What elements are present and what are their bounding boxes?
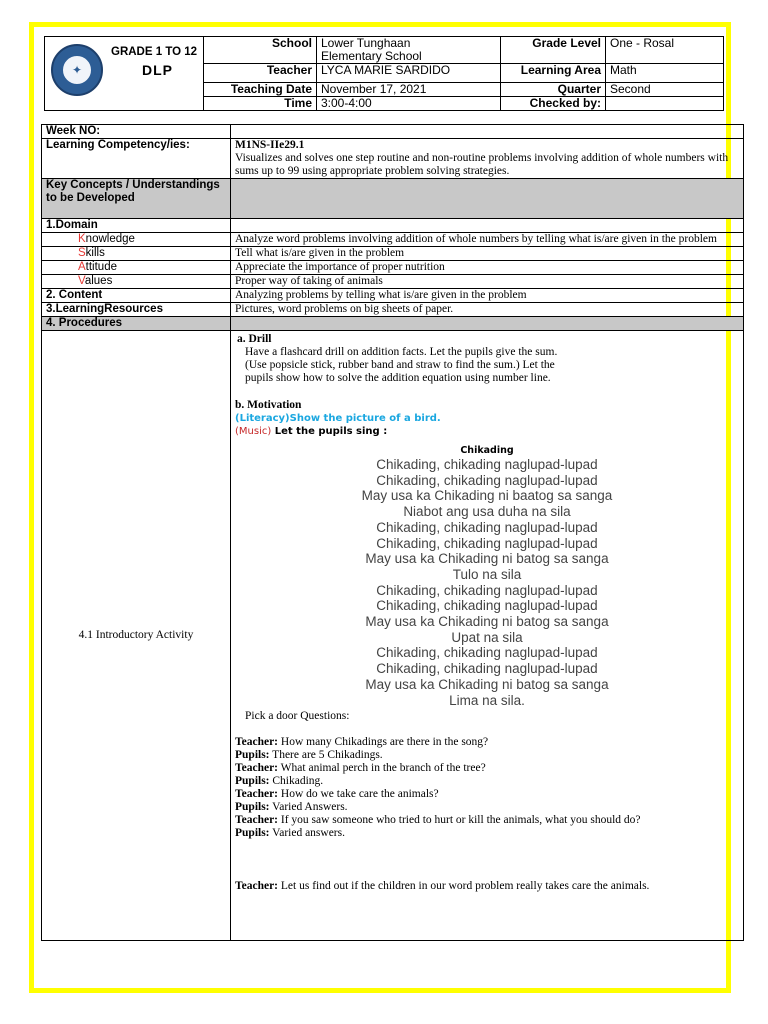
song-line: Niabot ang usa duha na sila [403,504,571,520]
learning-area-label: Learning Area [501,64,606,83]
dlp-header-table [44,36,724,111]
song-line: May usa ka Chikading ni batog sa sanga [365,551,609,567]
seal-emblem-icon: ✦ [62,55,92,85]
song-line: Chikading, chikading naglupad-lupad [376,519,598,535]
drill-line-2: (Use popsicle stick, rubber band and straw to find the sum.) Let the [245,359,555,371]
dialogue-line [235,801,739,814]
dialogue-text: If you saw someone who tried to hurt or kill the animals, what you should do? [278,814,641,827]
procedures-value [231,317,744,331]
time-label: Time [204,97,317,111]
knowledge-rest: nowledge [85,233,135,245]
drill-heading: a. Drill [237,333,272,345]
dialogue-speaker: Teacher: [235,762,279,775]
time-value: 3:00-4:00 [317,97,501,111]
closing-speaker: Teacher: [235,880,279,893]
lesson-plan-table [41,124,744,941]
song-line: May usa ka Chikading ni baatog sa sanga [361,488,613,504]
dialogue-speaker: Pupils: [235,749,270,762]
competency-label: Learning Competency/ies: [42,139,231,179]
song-title: Chikading [460,445,514,456]
grade-level-value: One - Rosal [606,37,724,64]
dialogue-text: There are 5 Chikadings. [269,749,383,762]
dialogue-speaker: Pupils: [235,775,270,788]
values-rest: alues [84,275,113,287]
song-line: Tulo na sila [452,566,522,582]
dialogue-line [235,762,739,775]
dialogue-speaker: Teacher: [235,788,279,801]
dialogue-text: Chikading. [269,775,324,788]
values-text: Proper way of taking of animals [231,275,744,289]
week-no-label: Week NO: [42,125,231,139]
domain-label: 1.Domain [42,219,231,233]
school-value [317,37,501,64]
domain-value [231,219,744,233]
teaching-date-value: November 17, 2021 [317,83,501,97]
week-no-value [231,125,744,139]
dialogue-text: Varied answers. [269,827,345,840]
dlp-title: DLP [142,62,173,78]
procedures-label: 4. Procedures [42,317,231,331]
learning-area-value: Math [606,64,724,83]
resources-text: Pictures, word problems on big sheets of paper. [231,303,744,317]
dialogue-line [235,749,739,762]
teaching-date-label: Teaching Date [204,83,317,97]
song-line: Chikading, chikading naglupad-lupad [376,472,598,488]
checked-by-label: Checked by: [501,97,606,111]
skills-label [42,247,231,261]
music-close: ) [267,426,272,437]
attitude-initial: A [78,261,86,273]
introductory-activity-cell [231,331,744,941]
dialogue-line [235,827,739,840]
song-line: May usa ka Chikading ni batog sa sanga [365,614,609,630]
quarter-label: Quarter [501,83,606,97]
dialogue-line [235,814,739,827]
closing-line [235,880,739,893]
song-line: Chikading, chikading naglupad-lupad [376,582,598,598]
song-lyrics [235,457,739,708]
key-concepts-value [231,179,744,219]
checked-by-value [606,97,724,111]
key-concepts-label: Key Concepts / Understandings to be Developed [42,179,231,219]
grade-level-label: Grade Level [501,37,606,64]
dialogue-speaker: Pupils: [235,801,270,814]
quarter-value: Second [606,83,724,97]
motivation-heading: b. Motivation [235,399,302,411]
teacher-value: LYCA MARIE SARDIDO [317,64,501,83]
teacher-label: Teacher [204,64,317,83]
dialogue-text: Varied Answers. [269,801,348,814]
closing-text: Let us find out if the children in our word problem really takes care the animals. [278,880,650,893]
values-label [42,275,231,289]
school-line-1: Lower Tunghaan [321,36,411,50]
competency-code: M1NS-IIe29.1 [235,139,305,151]
attitude-label [42,261,231,275]
values-initial: V [78,275,85,287]
attitude-text: Appreciate the importance of proper nutrition [231,261,744,275]
music-open: ( [235,426,239,437]
drill-line-3: pupils show how to solve the addition equation using number line. [245,372,551,384]
school-label: School [204,37,317,64]
dialogue-text: How many Chikadings are there in the song? [278,736,489,749]
pick-door-line: Pick a door Questions: [245,710,350,723]
competency-cell [231,139,744,179]
knowledge-initial: K [78,233,86,245]
introductory-activity-label: 4.1 Introductory Activity [42,331,231,941]
song-line: Chikading, chikading naglupad-lupad [376,645,598,661]
dialogue-line [235,775,739,788]
skills-text: Tell what is/are given in the problem [231,247,744,261]
dialogue-text: How do we take care the animals? [278,788,439,801]
music-line [235,425,739,438]
song-line: Chikading, chikading naglupad-lupad [376,661,598,677]
dialogue-line [235,788,739,801]
music-text: Let the pupils sing : [271,426,388,437]
song-line: May usa ka Chikading ni batog sa sanga [365,676,609,692]
content-text: Analyzing problems by telling what is/are given in the problem [231,289,744,303]
grade-range-title: GRADE 1 TO 12 [111,46,198,58]
competency-text: Visualizes and solves one step routine and non-routine problems involving addition of whole numbers with sums up to 99 using appropriate problem solving strategies. [235,152,729,177]
music-word: Music [238,426,268,437]
dialogue-speaker: Pupils: [235,827,270,840]
drill-line-1: Have a flashcard drill on addition facts. Let the pupils give the sum. [245,346,558,358]
song-line: Chikading, chikading naglupad-lupad [376,535,598,551]
literacy-line: (Literacy)Show the picture of a bird. [235,413,441,424]
dialogue-text: What animal perch in the branch of the tree? [278,762,486,775]
skills-rest: kills [85,247,105,259]
skills-initial: S [78,247,86,259]
header-logo-cell [45,37,204,111]
song-line: Chikading, chikading naglupad-lupad [376,598,598,614]
school-line-2: Elementary School [321,49,422,63]
deped-seal-logo [51,44,103,96]
song-line: Chikading, chikading naglupad-lupad [376,457,598,472]
resources-label: 3.LearningResources [42,303,231,317]
knowledge-label [42,233,231,247]
dialogue-speaker: Teacher: [235,814,279,827]
dialogue-speaker: Teacher: [235,736,279,749]
knowledge-text: Analyze word problems involving addition of whole numbers by telling what is/are given in the problem [231,233,744,247]
content-label: 2. Content [42,289,231,303]
dialogue-line [235,736,739,749]
attitude-rest: ttitude [85,261,117,273]
song-line: Lima na sila. [449,692,525,708]
song-line: Upat na sila [451,629,523,645]
